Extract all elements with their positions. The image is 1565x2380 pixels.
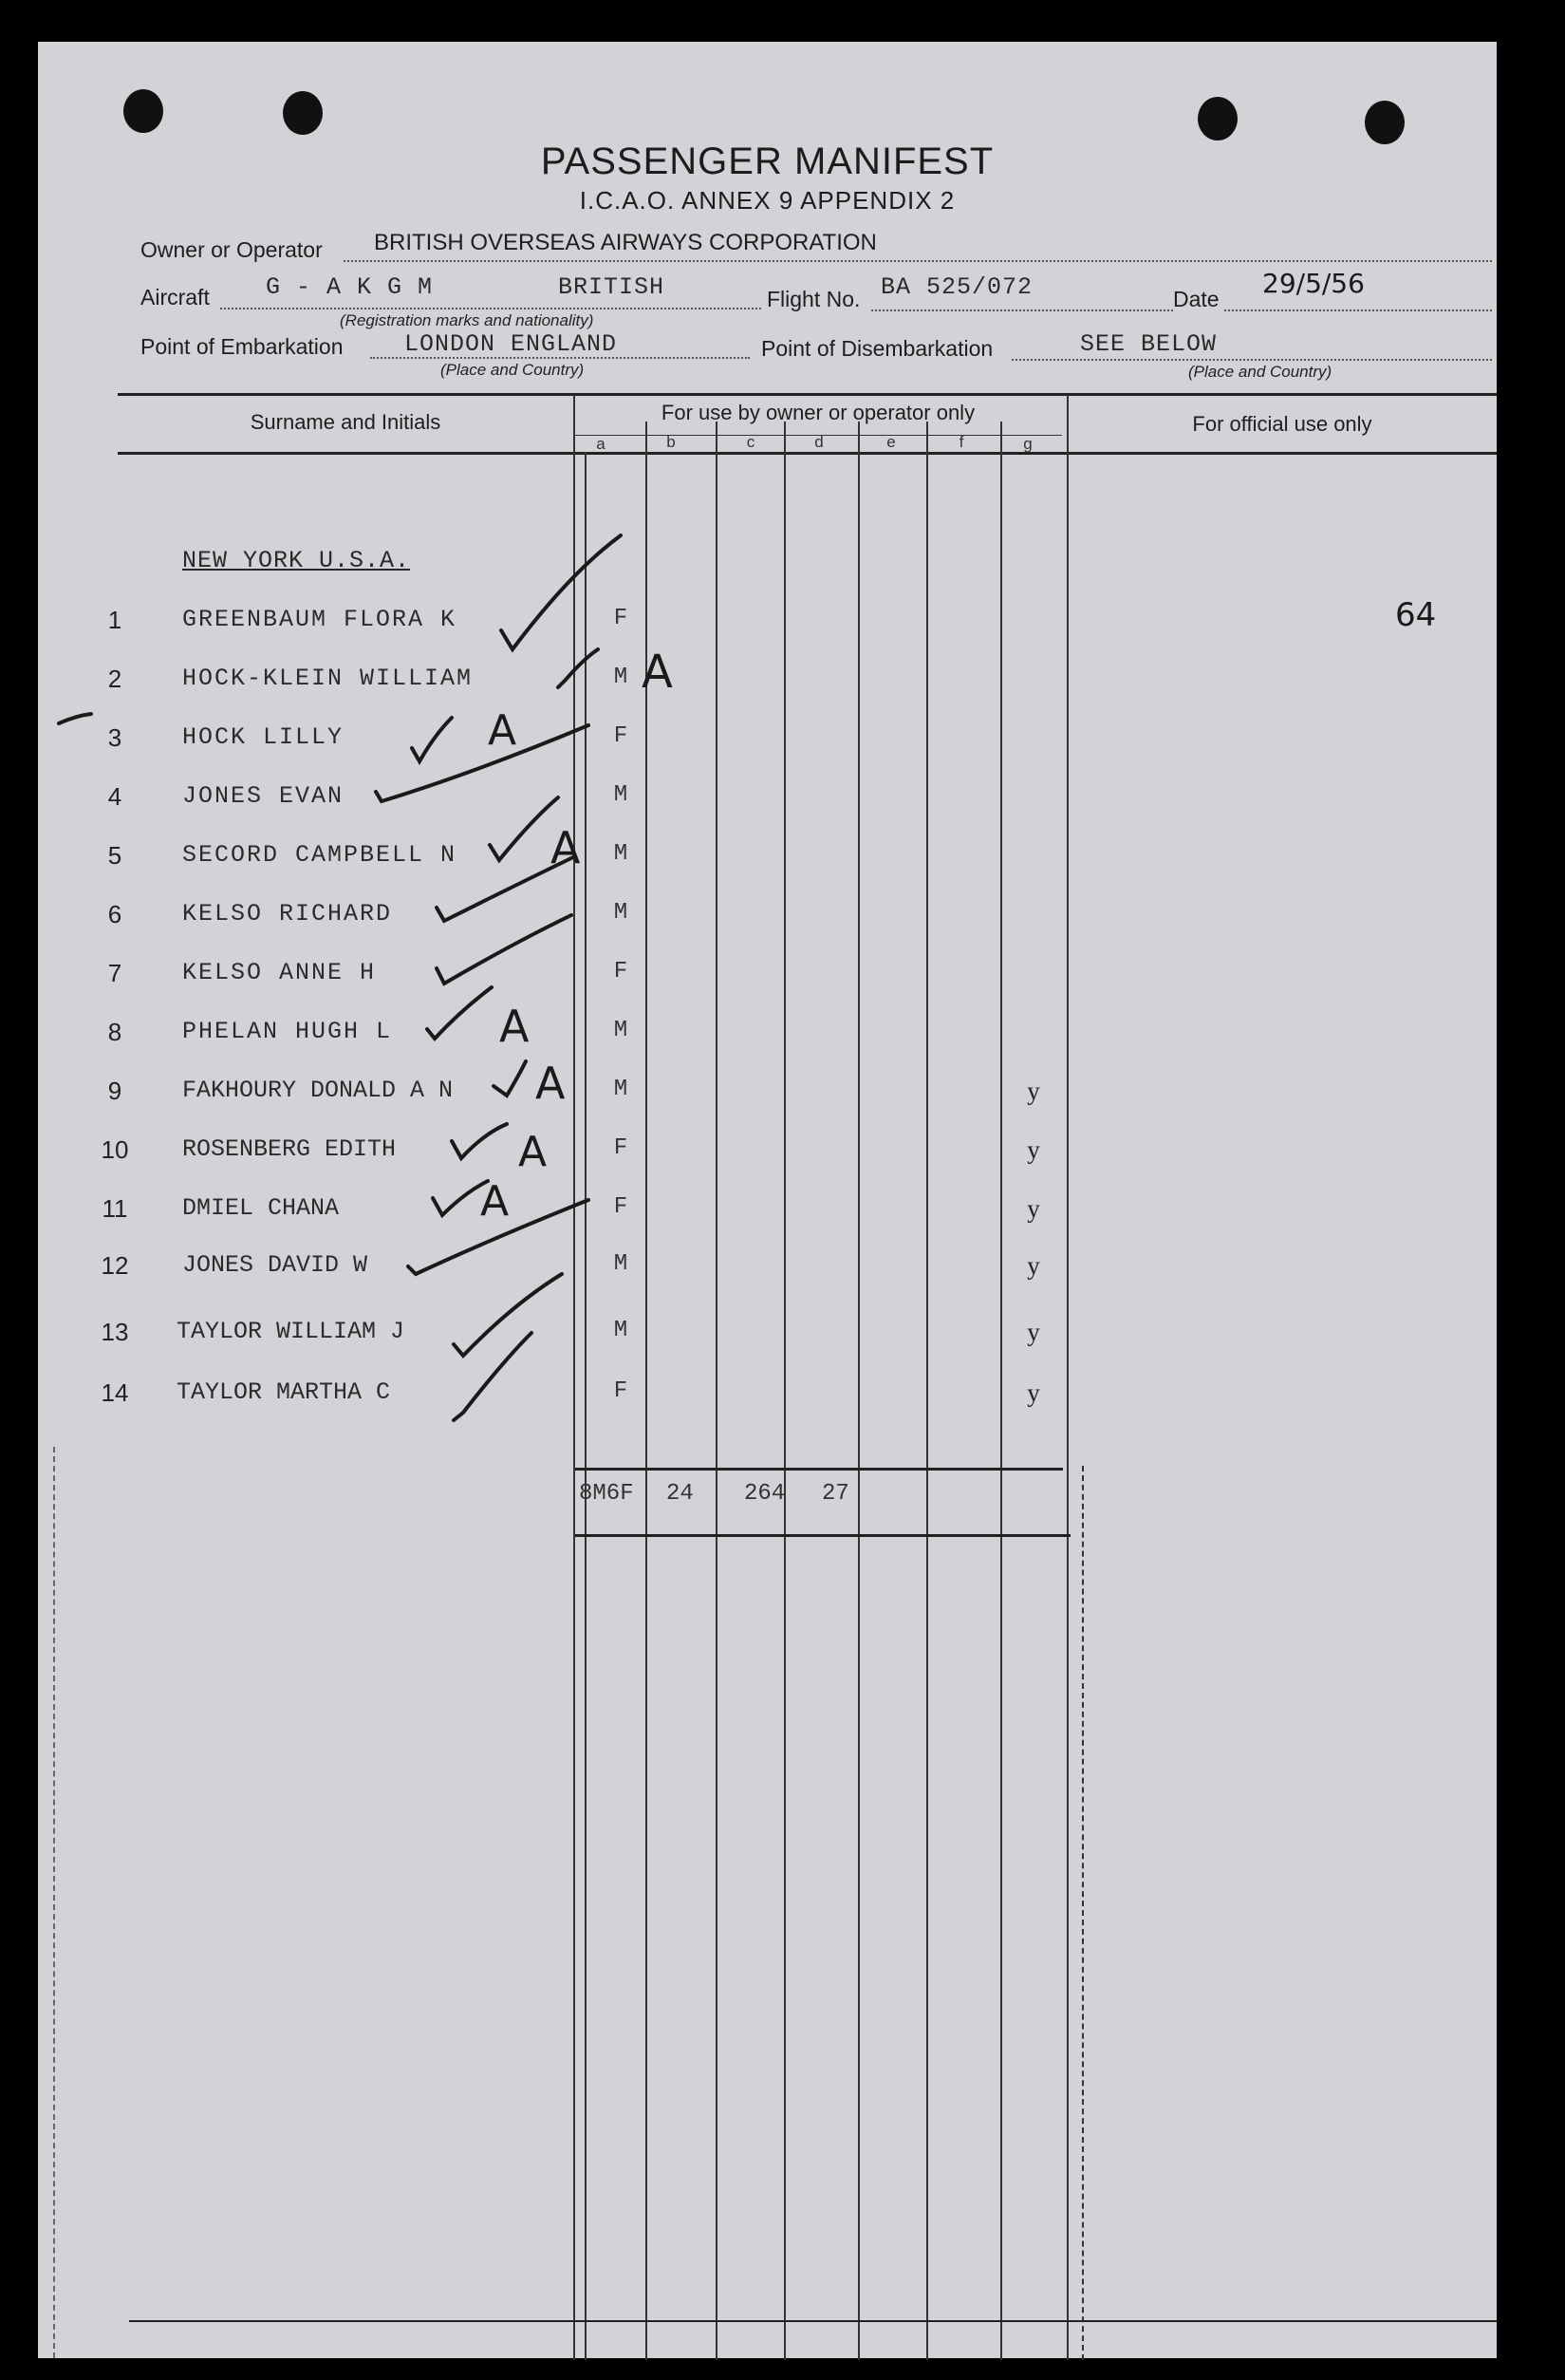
check-icon: [490, 797, 558, 860]
flight-number: BA 525/072: [881, 273, 1034, 301]
check-icon: [408, 1200, 588, 1274]
check-icon: [558, 649, 598, 687]
passenger-col-g: y: [1027, 1077, 1040, 1105]
handwritten-mark: A: [499, 1001, 530, 1052]
passenger-name: PHELAN HUGH L: [182, 1018, 393, 1045]
check-icon: [412, 718, 452, 761]
passenger-col-g: y: [1027, 1135, 1040, 1164]
total-a: 8M6F: [579, 1481, 634, 1507]
check-icon: [433, 1181, 488, 1215]
passenger-sex: F: [613, 1135, 628, 1161]
passenger-sex: F: [613, 1194, 628, 1220]
form-title: PASSENGER MANIFEST: [540, 141, 995, 182]
passenger-name: JONES EVAN: [182, 782, 345, 810]
handwritten-checkmarks: [38, 42, 1497, 2358]
row-number: 7: [107, 959, 122, 987]
handwritten-mark: A: [480, 1177, 510, 1226]
passenger-sex: F: [613, 959, 628, 984]
subcol-d: d: [814, 433, 824, 451]
passenger-name: ROSENBERG EDITH: [182, 1135, 397, 1163]
passenger-sex: M: [613, 665, 628, 690]
destination-heading: NEW YORK U.S.A.: [182, 547, 411, 574]
col-surname: Surname and Initials: [250, 410, 441, 434]
passenger-sex: M: [613, 841, 628, 867]
disembarkation-note: (Place and Country): [1188, 363, 1332, 381]
total-c: 264: [744, 1481, 786, 1507]
total-d: 27: [822, 1481, 849, 1507]
check-icon: [376, 725, 588, 801]
aircraft-registration: G - A K G M: [266, 273, 434, 301]
handwritten-mark: A: [518, 1128, 548, 1176]
passenger-sex: M: [613, 1318, 628, 1343]
passenger-sex: F: [613, 606, 628, 631]
row-number: 11: [102, 1194, 128, 1223]
passenger-col-g: y: [1027, 1194, 1040, 1223]
row-number: 13: [101, 1318, 129, 1346]
passenger-sex: M: [613, 900, 628, 926]
check-icon: [454, 1274, 562, 1356]
date-value: 29/5/56: [1262, 268, 1365, 299]
handwritten-mark: A: [642, 646, 673, 699]
embarkation-label: Point of Embarkation: [140, 334, 344, 359]
col-official: For official use only: [1192, 412, 1372, 436]
disembarkation-label: Point of Disembarkation: [761, 336, 994, 361]
total-b: 24: [666, 1481, 694, 1507]
passenger-col-g: y: [1027, 1378, 1040, 1407]
passenger-sex: M: [613, 1251, 628, 1277]
check-icon: [437, 915, 571, 984]
row-number: 3: [107, 723, 122, 752]
row-number: 9: [107, 1077, 122, 1105]
check-icon: [437, 856, 575, 921]
passenger-col-g: y: [1027, 1318, 1040, 1346]
aircraft-nationality: BRITISH: [558, 273, 665, 301]
passenger-name: KELSO RICHARD: [182, 900, 393, 928]
passenger-name: HOCK-KLEIN WILLIAM: [182, 665, 474, 692]
passenger-name: TAYLOR WILLIAM J: [177, 1318, 405, 1345]
row-number: 4: [107, 782, 122, 811]
subcol-e: e: [886, 433, 896, 451]
check-icon: [452, 1124, 507, 1158]
handwritten-mark: A: [535, 1058, 566, 1109]
owner-label: Owner or Operator: [140, 237, 323, 262]
flight-label: Flight No.: [767, 287, 861, 311]
col-operator: For use by owner or operator only: [661, 401, 976, 424]
passenger-name: FAKHOURY DONALD A N: [182, 1077, 454, 1104]
owner-value: BRITISH OVERSEAS AIRWAYS CORPORATION: [374, 230, 877, 255]
manifest-page: [38, 42, 1497, 2358]
row-number: 10: [101, 1135, 129, 1164]
passenger-name: KELSO ANNE H: [182, 959, 377, 986]
passenger-name: TAYLOR MARTHA C: [177, 1378, 391, 1406]
passenger-name: DMIEL CHANA: [182, 1194, 340, 1222]
subcol-a: a: [596, 435, 606, 453]
passenger-sex: F: [613, 723, 628, 749]
aircraft-note: (Registration marks and nationality): [340, 311, 594, 329]
row-number: 1: [107, 606, 122, 634]
check-icon: [494, 1061, 526, 1096]
passenger-name: GREENBAUM FLORA K: [182, 606, 457, 633]
subcol-f: f: [959, 433, 964, 451]
embarkation-value: LONDON ENGLAND: [404, 330, 618, 358]
subcol-b: b: [666, 433, 676, 451]
passenger-name: JONES DAVID W: [182, 1251, 368, 1279]
passenger-name: HOCK LILLY: [182, 723, 345, 751]
date-label: Date: [1173, 287, 1220, 311]
row-number: 5: [107, 841, 122, 870]
embarkation-note: (Place and Country): [440, 361, 585, 379]
check-icon: [501, 535, 621, 649]
row-number: 12: [101, 1251, 129, 1280]
check-icon: [454, 1333, 531, 1420]
passenger-sex: M: [613, 1077, 628, 1102]
form-subtitle: I.C.A.O. ANNEX 9 APPENDIX 2: [579, 186, 956, 215]
aircraft-label: Aircraft: [140, 285, 210, 309]
handwritten-mark: A: [488, 706, 517, 755]
page-mark: 64: [1395, 596, 1437, 634]
check-icon: [59, 714, 91, 723]
passenger-sex: F: [613, 1378, 628, 1404]
row-number: 6: [107, 900, 122, 928]
passenger-sex: M: [613, 1018, 628, 1043]
passenger-name: SECORD CAMPBELL N: [182, 841, 457, 869]
subcol-c: c: [746, 433, 755, 451]
passenger-col-g: y: [1027, 1251, 1040, 1280]
subcol-g: g: [1023, 435, 1033, 453]
row-number: 14: [101, 1378, 129, 1407]
handwritten-mark: A: [550, 822, 581, 873]
check-icon: [427, 987, 492, 1039]
row-number: 8: [107, 1018, 122, 1046]
passenger-sex: M: [613, 782, 628, 808]
row-number: 2: [107, 665, 122, 693]
disembarkation-value: SEE BELOW: [1080, 330, 1218, 358]
